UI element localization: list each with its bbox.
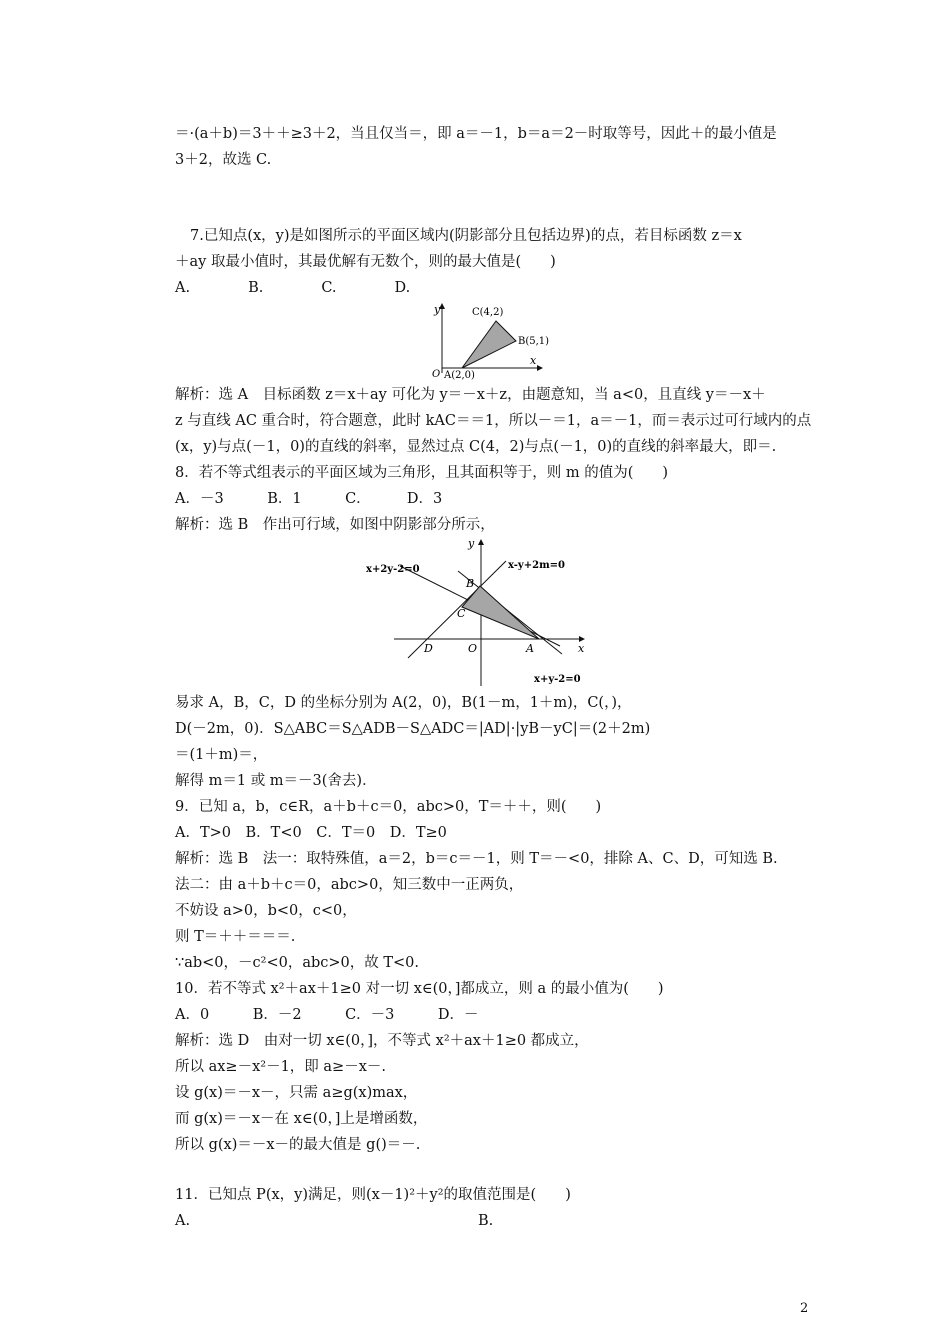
point-b-label: B: [466, 577, 475, 590]
solution-10-line-1: 解析：选 D 由对一切 x∈(0，]，不等式 x²＋ax＋1≥0 都成立，: [175, 1033, 589, 1049]
point-a-label: A(2,0): [444, 370, 475, 380]
line-1-label: x+2y-2=0: [366, 564, 420, 575]
solution-8-line-1: 解析：选 B 作出可行域，如图中阴影部分所示，: [175, 517, 495, 533]
solution-9-line-2: 法二：由 a＋b＋c＝0，abc>0，知三数中一正两负，: [175, 877, 524, 893]
point-c-label: C: [457, 607, 466, 620]
figure-8-feasible-region: [360, 536, 600, 688]
y-axis-label: y: [434, 303, 441, 316]
point-c-label: C(4,2): [472, 307, 504, 318]
question-8-options: A．－3 B．1 C． D．3: [175, 491, 443, 507]
question-9-options: A．T>0 B．T<0 C．T＝0 D．T≥0: [175, 825, 447, 841]
solution-10-line-2: 所以 ax≥－x²－1，即 a≥－x－.: [175, 1059, 386, 1075]
question-7-line-1: 7.已知点(x，y)是如图所示的平面区域内(阴影部分且包括边界)的点，若目标函数 z＝x: [190, 228, 742, 244]
origin-label: O: [432, 369, 441, 380]
point-b-label: B(5,1): [518, 336, 550, 347]
solution-9-line-3: 不妨设 a>0，b<0，c<0，: [175, 903, 357, 919]
solution-9-line-1: 解析：选 B 法一：取特殊值，a＝2，b＝c＝－1，则 T＝－<0，排除 A、C、D，可知选 B.: [175, 851, 778, 867]
solution-8-line-3: D(－2m，0)．S△ABC＝S△ADB－S△ADC＝|AD|·|yB－yC|＝(2＋2m): [175, 721, 651, 737]
question-11-option-b: B.: [478, 1213, 494, 1229]
page-number: 2: [800, 1301, 809, 1316]
solution-7-line-1: 解析：选 A 目标函数 z＝x＋ay 可化为 y＝－x＋z，由题意知，当 a<0，且直线 y＝－x＋: [175, 387, 766, 403]
question-11: 11．已知点 P(x，y)满足，则(x－1)²＋y²的取值范围是( ): [175, 1187, 571, 1203]
solution-10-line-4: 而 g(x)＝－x－在 x∈(0，]上是增函数，: [175, 1111, 428, 1127]
solution-10-line-5: 所以 g(x)＝－x－的最大值是 g()＝－.: [175, 1137, 421, 1153]
question-11-option-a: A.: [175, 1213, 191, 1229]
point-a-label: A: [526, 642, 534, 655]
solution-10-line-3: 设 g(x)＝－x－，只需 a≥g(x)max，: [175, 1085, 418, 1101]
question-10-options: A．0 B．－2 C．－3 D．－: [175, 1007, 479, 1023]
solution-9-line-4: 则 T＝＋＋＝＝＝.: [175, 929, 296, 945]
solution-7-line-3: (x，y)与点(－1，0)的直线的斜率，显然过点 C(4，2)与点(－1，0)的直线的斜率最大，即＝.: [175, 439, 777, 455]
solution-9-line-5: ∵ab<0，－c²<0，abc>0，故 T<0.: [175, 955, 420, 971]
shaded-region: [462, 586, 539, 639]
line-2-label: x-y+2m=0: [508, 560, 566, 571]
question-7-line-2: ＋ay 取最小值时，其最优解有无数个，则的最大值是( ): [175, 254, 556, 270]
point-d-label: D: [424, 642, 433, 655]
question-9: 9．已知 a，b，c∈R，a＋b＋c＝0，abc>0，T＝＋＋，则( ): [175, 799, 602, 815]
y-axis-label: y: [468, 537, 475, 550]
solution-8-line-2: 易求 A，B，C，D 的坐标分别为 A(2，0)，B(1－m，1＋m)，C(，)，: [175, 695, 632, 711]
question-7-options: A. B. C. D.: [175, 280, 411, 296]
shaded-region: [462, 321, 516, 368]
x-axis-label: x: [578, 642, 585, 655]
solution-6-line-2: 3＋2，故选 C.: [175, 152, 272, 168]
question-8: 8．若不等式组表示的平面区域为三角形，且其面积等于，则 m 的值为( ): [175, 465, 669, 481]
x-axis-label: x: [530, 354, 537, 367]
question-10: 10．若不等式 x²＋ax＋1≥0 对一切 x∈(0，]都成立，则 a 的最小值为( ): [175, 981, 664, 997]
figure-7-feasible-region: [420, 298, 560, 380]
origin-label: O: [468, 642, 478, 655]
solution-6-line-1: ＝·(a＋b)＝3＋＋≥3＋2，当且仅当＝，即 a＝－1，b＝a＝2－时取等号，因此＋的最小值是: [175, 126, 777, 142]
line-3-label: x+y-2=0: [534, 674, 581, 685]
solution-8-line-5: 解得 m＝1 或 m＝－3(舍去)．: [175, 773, 377, 789]
solution-7-line-2: z 与直线 AC 重合时，符合题意，此时 kAC＝＝1，所以－＝1，a＝－1，而＝表示过可行域内的点: [175, 413, 812, 429]
solution-8-line-4: ＝(1＋m)＝，: [175, 747, 268, 763]
